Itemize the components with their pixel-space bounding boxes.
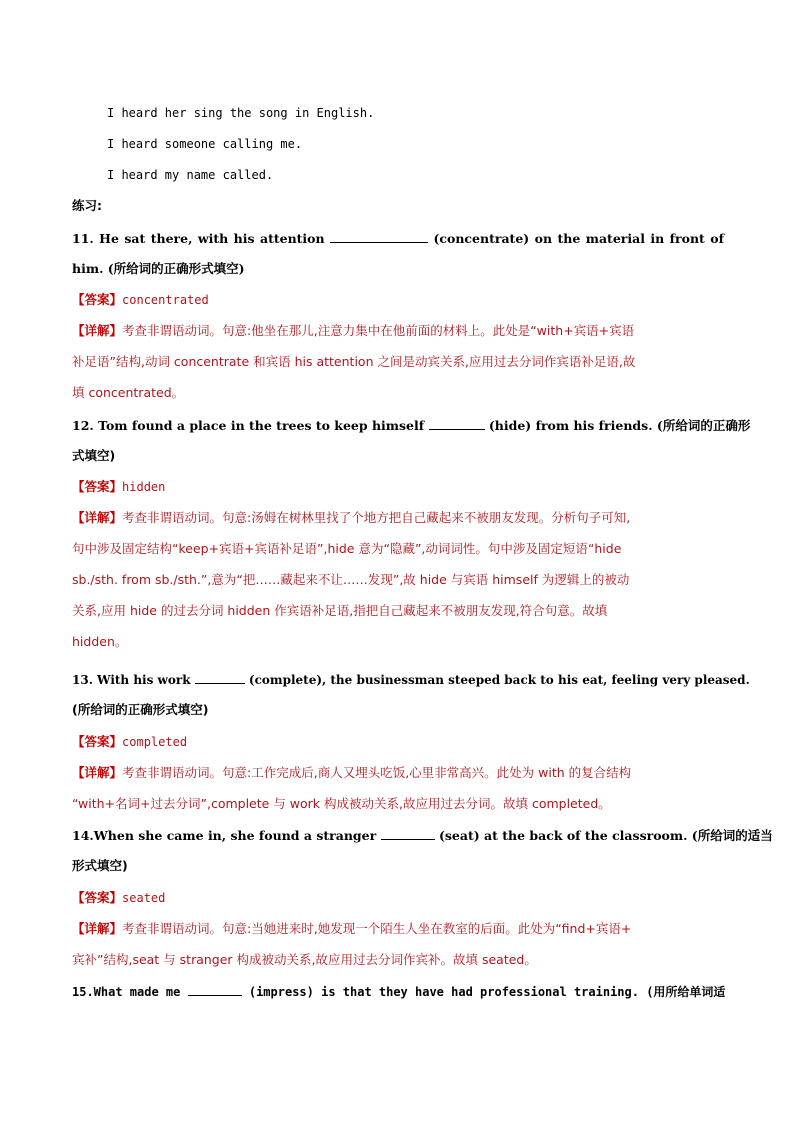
q11-text-post: (concentrate) on the material in front of (433, 231, 724, 246)
q14-text-pre: 14.When she came in, she found a stranger (72, 828, 377, 843)
q13-blank (195, 671, 245, 684)
answer-value: concentrated (122, 293, 209, 307)
q13-line1 (72, 671, 750, 688)
answer-value: seated (122, 891, 166, 905)
q11-line2: him. (所给词的正确形式填空) (72, 261, 245, 276)
detail-tag: 【详解】 (72, 510, 123, 525)
q12-detail-5: hidden。 (72, 634, 128, 649)
q13-line2: (所给词的正确形式填空) (72, 702, 209, 717)
q12-text-pre: 12. Tom found a place in the trees to keep himself (72, 418, 425, 433)
q14-text-post: (seat) at the back of the classroom. (所给词的适当 (438, 828, 773, 843)
q12-line1 (72, 417, 751, 434)
q14-answer (72, 890, 724, 906)
q15-blank (188, 983, 242, 996)
q14-line2: 形式填空) (72, 858, 128, 873)
answer-tag: 【答案】 (72, 292, 123, 307)
example-sentence-2: I heard someone calling me. (107, 137, 303, 151)
q11-line1 (72, 230, 724, 247)
q12-detail-2: 句中涉及固定结构“keep+宾语+宾语补足语”,hide 意为“隐藏”,动词词性。句中涉及固定短语“hide (72, 541, 622, 556)
example-sentence-1: I heard her sing the song in English. (107, 106, 375, 120)
q12-text-post: (hide) from his friends. (所给词的正确形 (488, 418, 751, 433)
answer-tag: 【答案】 (72, 479, 123, 494)
q11-text-pre: 11. He sat there, with his attention (72, 231, 325, 246)
answer-tag: 【答案】 (72, 734, 123, 749)
detail-text: 考查非谓语动词。句意:工作完成后,商人又埋头吃饭,心里非常高兴。此处为 with 的复合结构 (122, 765, 632, 780)
practice-heading: 练习: (72, 198, 102, 213)
detail-tag: 【详解】 (72, 765, 123, 780)
q14-detail-1 (72, 921, 724, 937)
detail-text: 考查非谓语动词。句意:汤姆在树林里找了个地方把自己藏起来不被朋友发现。分析句子可知, (122, 510, 631, 525)
q12-line2: 式填空) (72, 448, 116, 463)
answer-value: hidden (122, 480, 166, 494)
q12-detail-4: 关系,应用 hide 的过去分词 hidden 作宾语补足语,指把自己藏起来不被朋友发现,符合句意。故填 (72, 603, 608, 618)
q13-detail-2: “with+名词+过去分词”,complete 与 work 构成被动关系,故应用过去分词。故填 completed。 (72, 796, 611, 811)
q11-detail-2: 补足语”结构,动词 concentrate 和宾语 his attention 之间是动宾关系,应用过去分词作宾语补足语,故 (72, 354, 636, 369)
q13-detail-1 (72, 765, 724, 781)
detail-tag: 【详解】 (72, 921, 123, 936)
q14-line1 (72, 827, 773, 844)
example-sentence-3: I heard my name called. (107, 168, 274, 182)
q14-blank (381, 827, 435, 840)
q12-detail-3: sb./sth. from sb./sth.”,意为“把……藏起来不让……发现”,故 hide 与宾语 himself 为逻辑上的被动 (72, 572, 630, 587)
detail-text: 考查非谓语动词。句意:他坐在那儿,注意力集中在他前面的材料上。此处是“with+宾语+宾语 (122, 323, 635, 338)
q13-text-pre: 13. With his work (72, 673, 191, 687)
q13-text-post: (complete), the businessman steeped back to his eat, feeling very pleased. (248, 673, 750, 687)
detail-tag: 【详解】 (72, 323, 123, 338)
answer-tag: 【答案】 (72, 890, 123, 905)
q15-text-pre: 15.What made me (72, 985, 181, 999)
answer-value: completed (122, 735, 188, 749)
detail-text: 考查非谓语动词。句意:当她进来时,她发现一个陌生人坐在教室的后面。此处为“find+宾语+ (122, 921, 632, 936)
q11-detail-1 (72, 323, 724, 339)
q11-blank (330, 230, 428, 243)
q12-detail-1 (72, 510, 724, 526)
q11-detail-3: 填 concentrated。 (72, 385, 185, 400)
q15-text-post: (impress) is that they have had professional training. (用所给单词适 (248, 985, 726, 999)
q11-answer (72, 292, 724, 308)
q14-detail-2: 宾补”结构,seat 与 stranger 构成被动关系,故应用过去分词作宾补。故填 seated。 (72, 952, 537, 967)
q12-blank (429, 417, 485, 430)
q13-answer (72, 734, 724, 750)
q12-answer (72, 479, 724, 495)
q15-line1 (72, 983, 724, 1000)
